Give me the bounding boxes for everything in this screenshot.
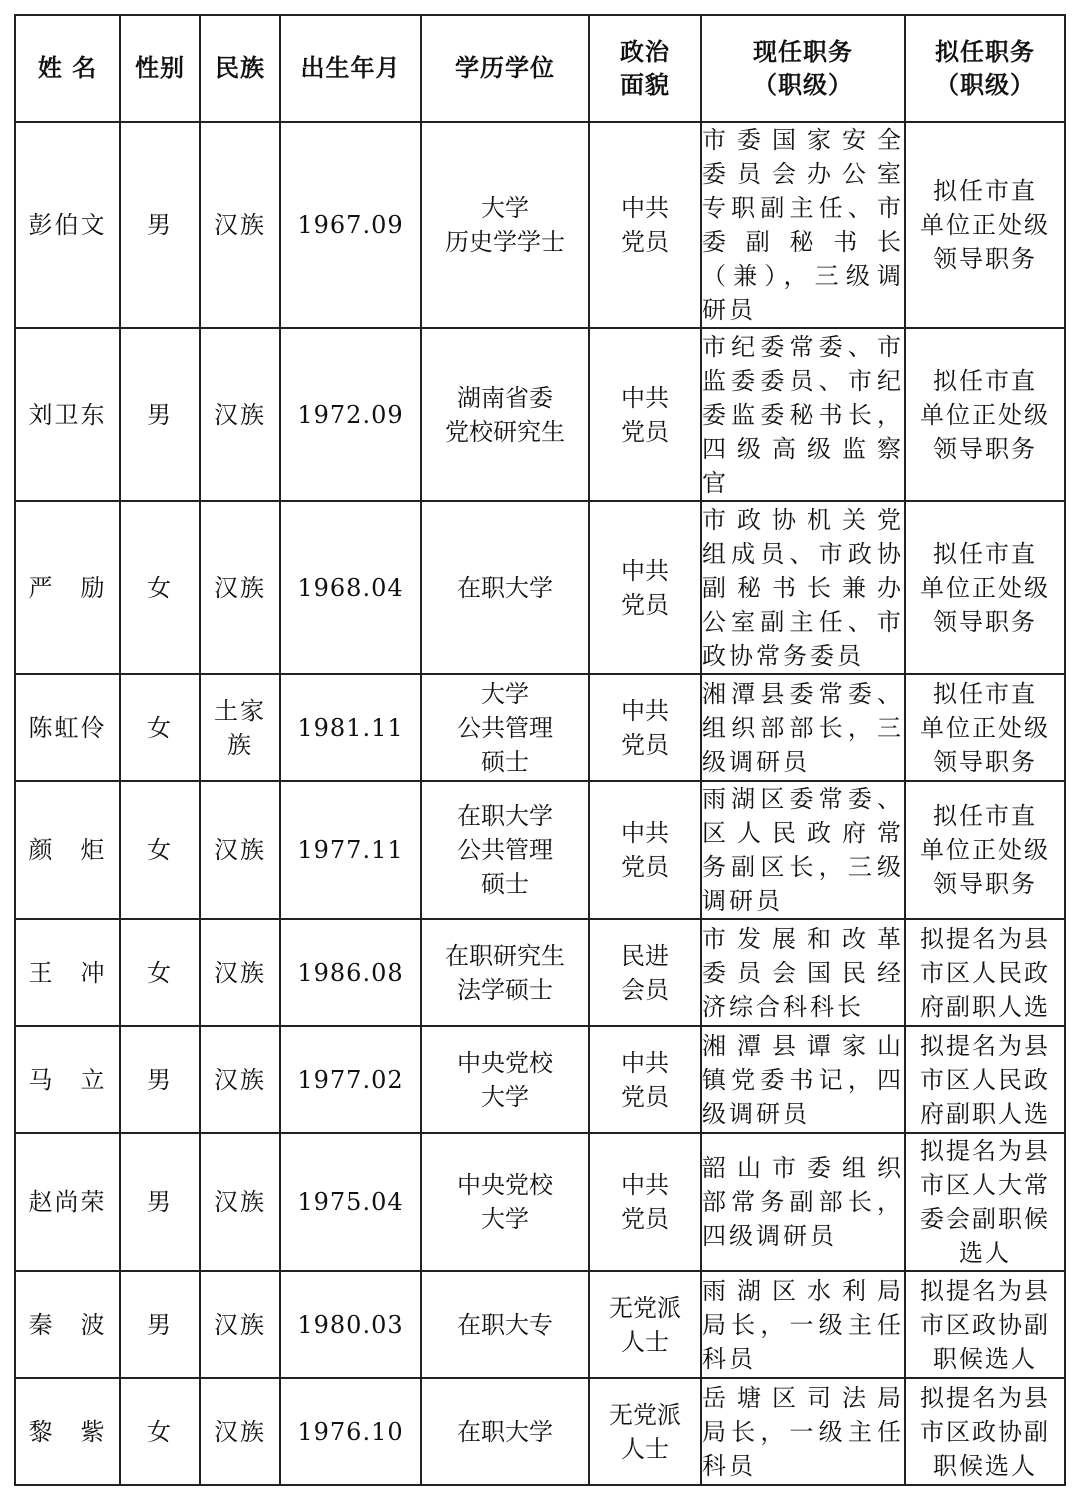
political-line: 无党派 — [609, 1400, 681, 1429]
political-line: 人士 — [621, 1434, 669, 1463]
current-position-line: 委副秘书长 — [702, 228, 904, 256]
ethnicity-line: 汉族 — [214, 836, 266, 864]
cell-current-position — [701, 781, 905, 919]
political-line: 中共 — [621, 696, 669, 725]
proposed-position-line: 领导职务 — [933, 245, 1037, 273]
current-position-line: （兼），三级调 — [702, 262, 904, 290]
education-line: 中央党校 — [457, 1048, 553, 1077]
education-line: 历史学学士 — [445, 228, 565, 256]
cell-proposed-position — [905, 781, 1065, 919]
proposed-position-line: 市区人大常 — [920, 1171, 1050, 1199]
cell-gender: 男 — [120, 1133, 200, 1271]
cell-birth: 1976.10 — [280, 1378, 421, 1485]
political-line: 无党派 — [609, 1293, 681, 1322]
cell-proposed-position — [905, 1133, 1065, 1271]
cell-political — [589, 122, 701, 328]
table-row — [15, 501, 1065, 674]
current-position-line: 局长，一级主任 — [702, 1417, 904, 1446]
cell-political — [589, 919, 701, 1026]
cell-political — [589, 1271, 701, 1378]
cell-birth: 1975.04 — [280, 1133, 421, 1271]
current-position-line: 雨湖区委常委、 — [702, 785, 904, 813]
political-line: 会员 — [621, 975, 669, 1004]
current-position-line: 副秘书长兼办 — [702, 573, 904, 602]
cell-name: 王 冲 — [15, 919, 120, 1026]
cell-ethnicity — [200, 781, 280, 919]
political-line: 人士 — [621, 1327, 669, 1356]
current-position-line: 局长，一级主任 — [702, 1310, 904, 1339]
proposed-position-line: 拟任市直 — [933, 802, 1037, 830]
proposed-position-line: 单位正处级 — [920, 713, 1050, 742]
cell-name: 陈虹伶 — [15, 674, 120, 781]
cell-ethnicity — [200, 328, 280, 501]
current-position-line: 研员 — [702, 296, 756, 324]
header-birth: 出生年月 — [280, 15, 421, 122]
education-line: 大学 — [481, 194, 529, 222]
roster-document — [14, 14, 1066, 1486]
education-line: 大学 — [481, 1082, 529, 1111]
current-position-line: 市纪委常委、市 — [702, 332, 904, 361]
cell-birth: 1972.09 — [280, 328, 421, 501]
cell-gender: 女 — [120, 501, 200, 674]
cell-education — [421, 1271, 589, 1378]
header-proposed-line: （职级） — [935, 70, 1035, 99]
proposed-position-line: 拟任市直 — [933, 539, 1037, 568]
political-line: 党员 — [621, 590, 669, 619]
cell-proposed-position — [905, 122, 1065, 328]
cell-ethnicity — [200, 919, 280, 1026]
table-body — [15, 122, 1065, 1485]
current-position-line: 岳塘区司法局 — [702, 1383, 904, 1412]
political-line: 党员 — [621, 417, 669, 446]
cell-ethnicity — [200, 674, 280, 781]
cell-ethnicity — [200, 1026, 280, 1133]
current-position-line: 级调研员 — [702, 1099, 810, 1128]
proposed-position-line: 拟任市直 — [933, 679, 1037, 708]
proposed-position-line: 职候选人 — [933, 1451, 1037, 1480]
education-line: 大学 — [481, 679, 529, 708]
education-line: 在职大学 — [457, 573, 553, 602]
cell-education — [421, 1026, 589, 1133]
proposed-position-line: 拟任市直 — [933, 177, 1037, 205]
cell-name: 马 立 — [15, 1026, 120, 1133]
cell-political — [589, 781, 701, 919]
proposed-position-line: 领导职务 — [933, 747, 1037, 776]
current-position-line: 政协常务委员 — [702, 641, 864, 670]
cell-proposed-position — [905, 674, 1065, 781]
political-line: 党员 — [621, 228, 669, 256]
header-current — [701, 15, 905, 122]
cell-current-position — [701, 1271, 905, 1378]
political-line: 民进 — [621, 941, 669, 970]
cell-ethnicity — [200, 1133, 280, 1271]
political-line: 中共 — [621, 556, 669, 585]
education-line: 在职大专 — [457, 1310, 553, 1339]
proposed-position-line: 府副职人选 — [920, 992, 1050, 1021]
ethnicity-line: 汉族 — [214, 958, 266, 987]
cell-education — [421, 674, 589, 781]
political-line: 党员 — [621, 1082, 669, 1111]
proposed-position-line: 单位正处级 — [920, 211, 1050, 239]
current-position-line: 市政协机关党 — [702, 505, 904, 534]
education-line: 中央党校 — [457, 1171, 553, 1199]
ethnicity-line: 族 — [227, 730, 253, 759]
cell-birth: 1967.09 — [280, 122, 421, 328]
cell-education — [421, 122, 589, 328]
current-position-line: 公室副主任、市 — [702, 607, 904, 636]
cell-political — [589, 501, 701, 674]
header-gender: 性别 — [120, 15, 200, 122]
cell-current-position — [701, 501, 905, 674]
cell-proposed-position — [905, 328, 1065, 501]
header-current-line: 现任职务 — [753, 37, 853, 66]
current-position-line: 科员 — [702, 1344, 756, 1373]
current-position-line: 官 — [702, 468, 729, 497]
cell-birth: 1977.02 — [280, 1026, 421, 1133]
current-position-line: 科员 — [702, 1451, 756, 1480]
cell-name: 赵尚荣 — [15, 1133, 120, 1271]
proposed-position-line: 职候选人 — [933, 1344, 1037, 1373]
cell-gender: 女 — [120, 674, 200, 781]
table-row — [15, 1026, 1065, 1133]
table-row — [15, 122, 1065, 328]
header-current-line: （职级） — [753, 70, 853, 99]
ethnicity-line: 汉族 — [214, 1417, 266, 1446]
table-row — [15, 328, 1065, 501]
header-political-line: 政治 — [620, 37, 670, 66]
proposed-position-line: 拟提名为县 — [920, 924, 1050, 953]
current-position-line: 委员会办公室 — [702, 160, 904, 188]
cell-proposed-position — [905, 501, 1065, 674]
education-line: 硕士 — [481, 870, 529, 898]
table-row — [15, 781, 1065, 919]
cell-gender: 男 — [120, 1271, 200, 1378]
cell-gender: 男 — [120, 1026, 200, 1133]
table-header-row — [15, 15, 1065, 122]
political-line: 中共 — [621, 194, 669, 222]
cell-birth: 1980.03 — [280, 1271, 421, 1378]
cell-name: 彭伯文 — [15, 122, 120, 328]
cell-proposed-position — [905, 1378, 1065, 1485]
ethnicity-line: 汉族 — [214, 400, 266, 429]
proposed-position-line: 拟提名为县 — [920, 1137, 1050, 1165]
proposed-position-line: 市区人民政 — [920, 1065, 1050, 1094]
current-position-line: 湘潭县委常委、 — [702, 679, 904, 708]
cell-political — [589, 1378, 701, 1485]
proposed-position-line: 拟提名为县 — [920, 1383, 1050, 1412]
current-position-line: 组织部部长，三 — [702, 713, 904, 742]
current-position-line: 组成员、市政协 — [702, 539, 904, 568]
cell-name: 严 励 — [15, 501, 120, 674]
current-position-line: 监委委员、市纪 — [702, 366, 904, 395]
current-position-line: 市委国家安全 — [702, 126, 904, 154]
education-line: 在职大学 — [457, 1417, 553, 1446]
header-proposed-line: 拟任职务 — [935, 37, 1035, 66]
political-line: 中共 — [621, 1048, 669, 1077]
cell-name: 刘卫东 — [15, 328, 120, 501]
cell-current-position — [701, 1133, 905, 1271]
current-position-line: 济综合科科长 — [702, 992, 864, 1021]
cell-gender: 女 — [120, 781, 200, 919]
proposed-position-line: 委会副职候 — [920, 1205, 1050, 1233]
header-name: 姓 名 — [15, 15, 120, 122]
political-line: 党员 — [621, 1205, 669, 1233]
current-position-line: 务副区长，三级 — [702, 853, 904, 881]
cell-ethnicity — [200, 1378, 280, 1485]
cell-political — [589, 674, 701, 781]
current-position-line: 四级调研员 — [702, 1222, 837, 1250]
proposed-position-line: 领导职务 — [933, 870, 1037, 898]
cell-education — [421, 919, 589, 1026]
political-line: 中共 — [621, 819, 669, 847]
cell-current-position — [701, 919, 905, 1026]
cell-political — [589, 1133, 701, 1271]
ethnicity-line: 汉族 — [214, 211, 266, 239]
header-education: 学历学位 — [421, 15, 589, 122]
proposed-position-line: 市区政协副 — [920, 1310, 1050, 1339]
table-row — [15, 919, 1065, 1026]
cell-education — [421, 781, 589, 919]
cell-name: 黎 紫 — [15, 1378, 120, 1485]
table-row — [15, 674, 1065, 781]
ethnicity-line: 汉族 — [214, 1310, 266, 1339]
ethnicity-line: 土家 — [214, 696, 266, 725]
proposed-position-line: 市区人民政 — [920, 958, 1050, 987]
cell-current-position — [701, 122, 905, 328]
education-line: 湖南省委 — [457, 383, 553, 412]
education-line: 法学硕士 — [457, 975, 553, 1004]
cell-proposed-position — [905, 919, 1065, 1026]
current-position-line: 韶山市委组织 — [702, 1154, 904, 1182]
cell-birth: 1981.11 — [280, 674, 421, 781]
political-line: 党员 — [621, 853, 669, 881]
current-position-line: 专职副主任、市 — [702, 194, 904, 222]
cell-name: 秦 波 — [15, 1271, 120, 1378]
proposed-position-line: 领导职务 — [933, 434, 1037, 463]
cell-current-position — [701, 1378, 905, 1485]
education-line: 在职研究生 — [445, 941, 565, 970]
proposed-position-line: 单位正处级 — [920, 573, 1050, 602]
current-position-line: 级调研员 — [702, 747, 810, 776]
cell-name: 颜 炬 — [15, 781, 120, 919]
cell-gender: 男 — [120, 328, 200, 501]
cell-current-position — [701, 674, 905, 781]
education-line: 在职大学 — [457, 802, 553, 830]
education-line: 大学 — [481, 1205, 529, 1233]
cell-birth: 1986.08 — [280, 919, 421, 1026]
cell-gender: 女 — [120, 919, 200, 1026]
cell-ethnicity — [200, 501, 280, 674]
proposed-position-line: 选人 — [959, 1239, 1011, 1267]
cell-gender: 男 — [120, 122, 200, 328]
cell-proposed-position — [905, 1026, 1065, 1133]
political-line: 党员 — [621, 730, 669, 759]
cell-ethnicity — [200, 122, 280, 328]
table-row — [15, 1378, 1065, 1485]
cell-political — [589, 1026, 701, 1133]
current-position-line: 部常务副部长， — [702, 1188, 904, 1216]
ethnicity-line: 汉族 — [214, 1188, 266, 1216]
table-row — [15, 1271, 1065, 1378]
proposed-position-line: 拟提名为县 — [920, 1031, 1050, 1060]
table-row — [15, 1133, 1065, 1271]
cell-birth: 1968.04 — [280, 501, 421, 674]
current-position-line: 委员会国民经 — [702, 958, 904, 987]
candidate-table — [14, 14, 1066, 1486]
current-position-line: 市发展和改革 — [702, 924, 904, 953]
proposed-position-line: 单位正处级 — [920, 400, 1050, 429]
proposed-position-line: 领导职务 — [933, 607, 1037, 636]
current-position-line: 湘潭县谭家山 — [702, 1031, 904, 1060]
education-line: 硕士 — [481, 747, 529, 776]
cell-political — [589, 328, 701, 501]
cell-gender: 女 — [120, 1378, 200, 1485]
education-line: 公共管理 — [457, 713, 553, 742]
header-ethnicity: 民族 — [200, 15, 280, 122]
current-position-line: 镇党委书记，四 — [702, 1065, 904, 1094]
cell-ethnicity — [200, 1271, 280, 1378]
cell-education — [421, 1133, 589, 1271]
current-position-line: 调研员 — [702, 887, 783, 915]
cell-education — [421, 501, 589, 674]
education-line: 公共管理 — [457, 836, 553, 864]
cell-proposed-position — [905, 1271, 1065, 1378]
ethnicity-line: 汉族 — [214, 1065, 266, 1094]
proposed-position-line: 单位正处级 — [920, 836, 1050, 864]
ethnicity-line: 汉族 — [214, 573, 266, 602]
cell-education — [421, 328, 589, 501]
cell-education — [421, 1378, 589, 1485]
political-line: 中共 — [621, 1171, 669, 1199]
header-political-line: 面貌 — [620, 70, 670, 99]
cell-current-position — [701, 1026, 905, 1133]
proposed-position-line: 市区政协副 — [920, 1417, 1050, 1446]
current-position-line: 雨湖区水利局 — [702, 1276, 904, 1305]
header-proposed — [905, 15, 1065, 122]
political-line: 中共 — [621, 383, 669, 412]
proposed-position-line: 拟任市直 — [933, 366, 1037, 395]
current-position-line: 委监委秘书长， — [702, 400, 904, 429]
current-position-line: 区人民政府常 — [702, 819, 904, 847]
cell-birth: 1977.11 — [280, 781, 421, 919]
header-political — [589, 15, 701, 122]
current-position-line: 四级高级监察 — [702, 434, 904, 463]
education-line: 党校研究生 — [445, 417, 565, 446]
proposed-position-line: 府副职人选 — [920, 1099, 1050, 1128]
proposed-position-line: 拟提名为县 — [920, 1276, 1050, 1305]
cell-current-position — [701, 328, 905, 501]
